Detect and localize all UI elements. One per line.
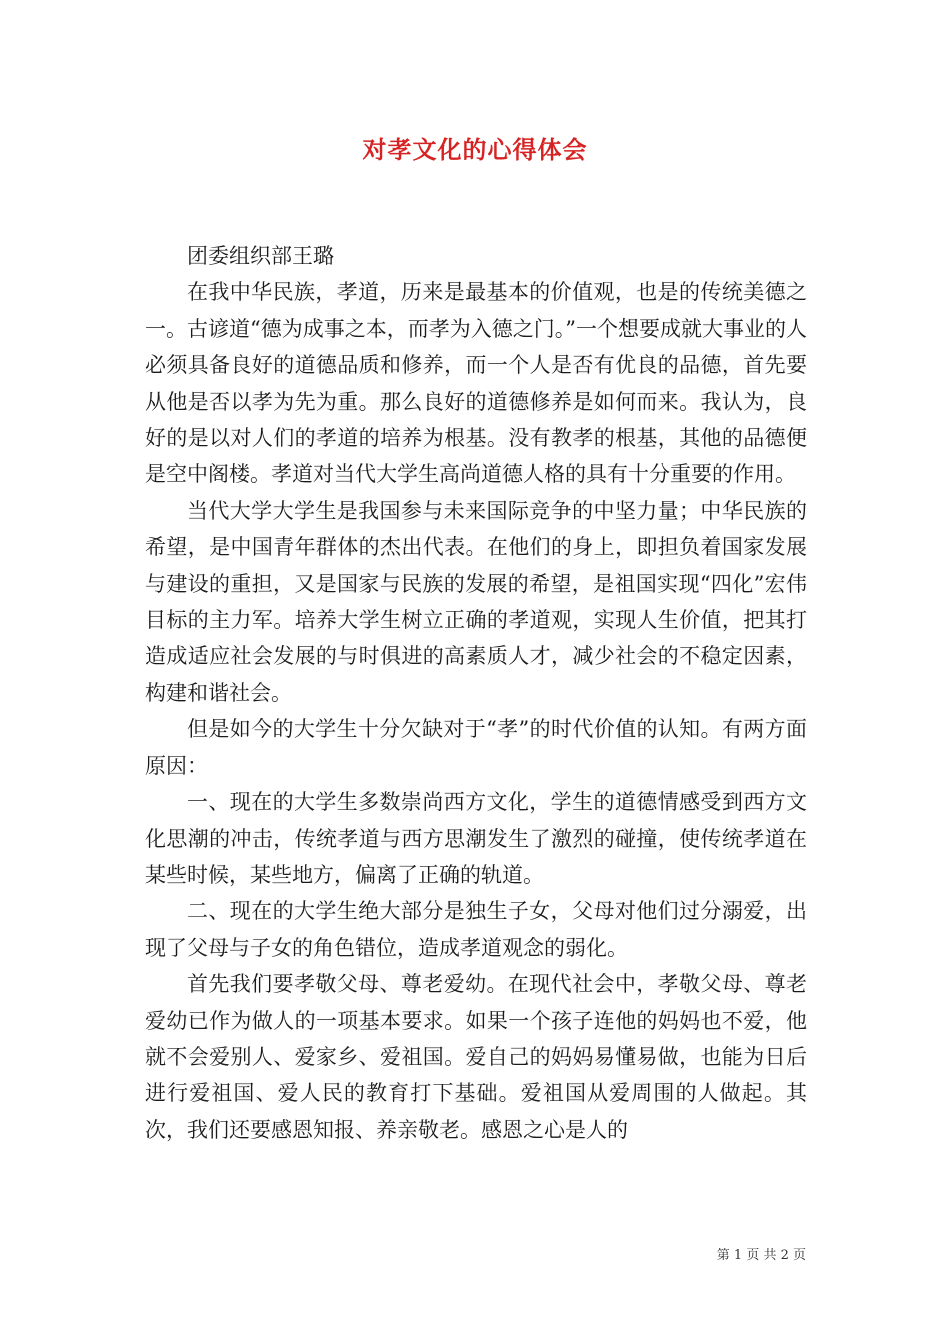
page-title: 对孝文化的心得体会 — [362, 136, 588, 164]
paragraph-3: 但是如今的大学生十分欠缺对于“孝”的时代价值的认知。有两方面原因： — [145, 717, 807, 778]
document-body — [145, 238, 807, 1148]
paragraph-6: 首先我们要孝敬父母、尊老爱幼。在现代社会中，孝敬父母、尊老爱幼已作为做人的一项基本要求。如果一个孩子连他的妈妈也不爱，他就不会爱别人、爱家乡、爱祖国。爱自己的妈妈易懂易做，也能为日后进行爱祖国、爱人民的教育打下基础。爱祖国从爱周围的人做起。其次，我们还要感恩知报、养亲敬老。感恩之心是人的 — [145, 972, 807, 1142]
paragraph-2: 当代大学大学生是我国参与未来国际竞争的中坚力量；中华民族的希望，是中国青年群体的杰出代表。在他们的身上，即担负着国家发展与建设的重担，又是国家与民族的发展的希望，是祖国实现“四化”宏伟目标的主力军。培养大学生树立正确的孝道观，实现人生价值，把其打造成适应社会发展的与时俱进的高素质人才，减少社会的不稳定因素，构建和谐社会。 — [145, 498, 807, 705]
page-number-footer: 第 1 页 共 2 页 — [716, 1248, 806, 1263]
author-line: 团委组织部王璐 — [187, 244, 334, 268]
paragraph-4: 一、现在的大学生多数崇尚西方文化，学生的道德情感受到西方文化思潮的冲击，传统孝道与西方思潮发生了激烈的碰撞，使传统孝道在某些时候，某些地方，偏离了正确的轨道。 — [145, 790, 807, 887]
paragraph-1: 在我中华民族，孝道，历来是最基本的价值观，也是的传统美德之一。古谚道“德为成事之本，而孝为入德之门。”一个想要成就大事业的人必须具备良好的道德品质和修养，而一个人是否有优良的品德，首先要从他是否以孝为先为重。那么良好的道德修养是如何而来。我认为，良好的是以对人们的孝道的培养为根基。没有教孝的根基，其他的品德便是空中阁楼。孝道对当代大学生高尚道德人格的具有十分重要的作用。 — [145, 280, 807, 487]
paragraph-5: 二、现在的大学生绝大部分是独生子女，父母对他们过分溺爱，出现了父母与子女的角色错位，造成孝道观念的弱化。 — [145, 899, 807, 960]
